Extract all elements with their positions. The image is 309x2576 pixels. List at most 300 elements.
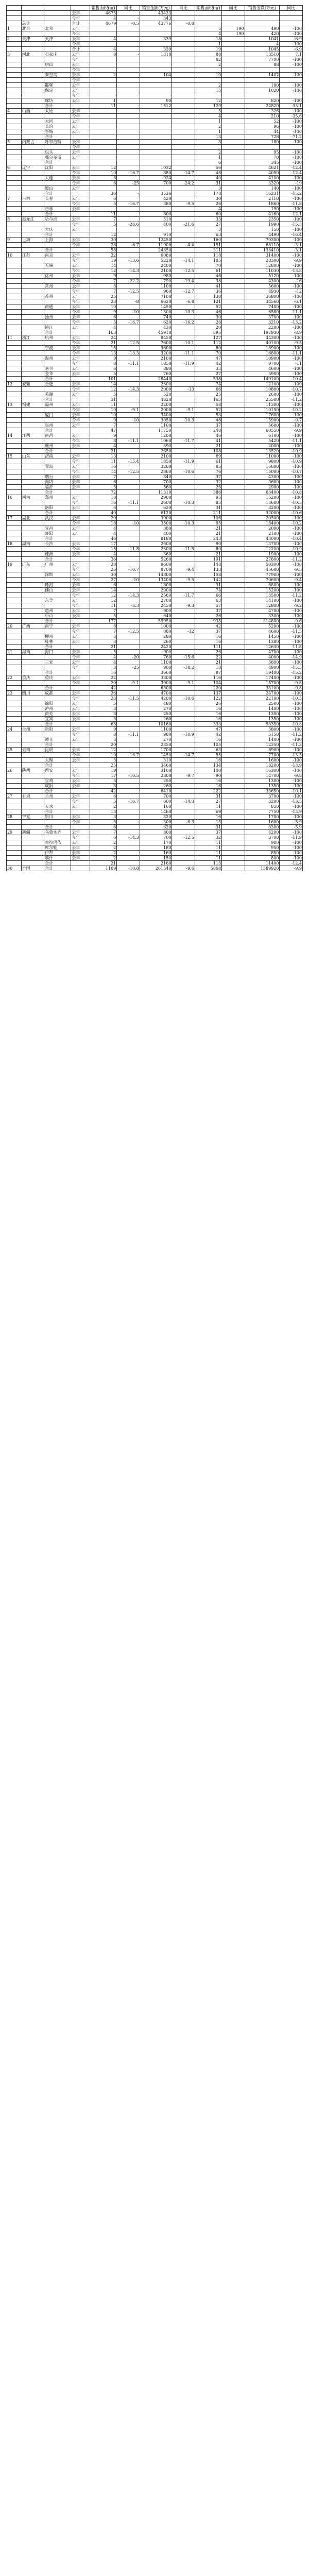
table-cell-3: 今年 <box>71 521 90 526</box>
table-cell-8: 134 <box>195 763 221 768</box>
table-cell-11: -100 <box>280 815 303 820</box>
table-cell-11: -100 <box>280 423 303 428</box>
table-cell-2: 廊坊 <box>44 98 71 104</box>
table-row <box>7 562 303 567</box>
table-cell-4: 6 <box>90 583 117 588</box>
table-cell-1 <box>21 408 44 413</box>
table-cell-9 <box>222 722 245 727</box>
table-cell-11: -10.4 <box>280 536 303 541</box>
table-cell-0: 22 <box>7 675 22 681</box>
table-cell-11: -100 <box>280 768 303 773</box>
table-cell-1: 黑龙江 <box>21 217 44 222</box>
table-cell-3: 今年 <box>71 696 90 701</box>
table-cell-1 <box>21 62 44 67</box>
table-cell-2: 北京 <box>44 26 71 31</box>
table-cell-2 <box>44 320 71 325</box>
table-cell-4: 20 <box>90 681 117 686</box>
table-cell-6 <box>140 67 172 73</box>
table-cell-11: -100 <box>280 335 303 341</box>
table-row <box>7 464 303 469</box>
table-cell-0 <box>7 809 22 815</box>
table-cell-10: 19400 <box>245 670 280 675</box>
table-cell-0 <box>7 171 22 176</box>
table-cell-10: 1990 <box>245 222 280 227</box>
table-cell-11: -11.5 <box>280 629 303 634</box>
table-cell-11: -100 <box>280 624 303 629</box>
table-cell-1: 天津 <box>21 37 44 42</box>
table-cell-5: -28.6 <box>117 222 140 227</box>
table-cell-7 <box>172 217 195 222</box>
table-cell-8: 4 <box>195 207 221 212</box>
table-cell-3: 去年 <box>71 382 90 387</box>
table-cell-8 <box>195 78 221 83</box>
table-cell-11: -35.6 <box>280 114 303 119</box>
table-row <box>7 155 303 160</box>
table-cell-9 <box>222 639 245 645</box>
table-cell-1 <box>21 145 44 150</box>
table-cell-2: 温州 <box>44 356 71 361</box>
table-cell-9 <box>222 62 245 67</box>
table-cell-9 <box>222 408 245 413</box>
table-row <box>7 634 303 639</box>
table-cell-8: 5868 <box>195 866 221 871</box>
table-cell-2 <box>44 145 71 150</box>
table-cell-2: 合计 <box>44 490 71 495</box>
table-cell-7 <box>172 98 195 104</box>
table-row <box>7 588 303 593</box>
table-cell-4: 22 <box>90 253 117 258</box>
table-cell-11: -100 <box>280 778 303 784</box>
table-cell-4 <box>90 119 117 124</box>
table-cell-5: -11.1 <box>117 361 140 366</box>
table-cell-1 <box>21 701 44 706</box>
table-cell-8: 222 <box>195 789 221 794</box>
table-cell-3: 去年 <box>71 253 90 258</box>
table-cell-11: -100 <box>280 433 303 438</box>
table-cell-6 <box>140 129 172 134</box>
table-cell-6: 1700 <box>140 748 172 753</box>
table-cell-8: 13 <box>195 134 221 140</box>
table-row <box>7 268 303 274</box>
table-cell-10: 7400 <box>245 304 280 310</box>
table-cell-4: 28 <box>90 243 117 248</box>
table-cell-3: 去年 <box>71 856 90 861</box>
table-cell-5 <box>117 845 140 851</box>
table-cell-0 <box>7 825 22 830</box>
table-cell-8: 32 <box>195 835 221 840</box>
table-cell-3: 去年 <box>71 37 90 42</box>
table-cell-3: 去年 <box>71 402 90 408</box>
table-cell-9 <box>222 572 245 578</box>
table-cell-9 <box>222 114 245 119</box>
table-cell-1 <box>21 572 44 578</box>
table-cell-1 <box>21 557 44 562</box>
table-cell-11: -16 <box>280 279 303 284</box>
table-cell-5: -13.3 <box>117 351 140 356</box>
table-cell-9 <box>222 52 245 57</box>
table-cell-3: 去年 <box>71 608 90 614</box>
table-cell-1 <box>21 346 44 351</box>
table-cell-11: -11.2 <box>280 397 303 402</box>
table-cell-1 <box>21 397 44 402</box>
table-cell-11: -100 <box>280 505 303 511</box>
table-cell-8: 100 <box>195 768 221 773</box>
table-cell-0 <box>7 78 22 83</box>
table-cell-10: 2500 <box>245 701 280 706</box>
table-cell-9 <box>222 562 245 567</box>
table-cell-6: 4820 <box>140 397 172 402</box>
table-cell-5 <box>117 464 140 469</box>
table-cell-0 <box>7 820 22 825</box>
table-cell-3: 今年 <box>71 258 90 263</box>
table-cell-8: 538 <box>195 377 221 382</box>
table-cell-4 <box>90 78 117 83</box>
table-cell-8: 69 <box>195 809 221 815</box>
table-cell-9 <box>222 150 245 155</box>
table-cell-8: 220 <box>195 686 221 691</box>
table-cell-6: 1850 <box>140 459 172 464</box>
table-cell-3: 去年 <box>71 274 90 279</box>
table-cell-6: 8180 <box>140 536 172 541</box>
table-cell-6: 1200 <box>140 433 172 438</box>
table-row <box>7 598 303 603</box>
table-cell-2 <box>44 279 71 284</box>
table-cell-0 <box>7 377 22 382</box>
table-cell-3 <box>71 645 90 650</box>
table-row <box>7 371 303 377</box>
table-cell-8: 211 <box>195 511 221 516</box>
table-cell-0 <box>7 722 22 727</box>
table-cell-6: 700 <box>140 794 172 799</box>
table-cell-9 <box>222 861 245 866</box>
table-cell-5: -10 <box>117 418 140 423</box>
table-cell-6: 400 <box>140 531 172 536</box>
table-cell-7: -11.9 <box>172 361 195 366</box>
table-cell-9 <box>222 593 245 598</box>
table-cell-7: -11.7 <box>172 438 195 444</box>
table-cell-7 <box>172 62 195 67</box>
table-cell-10: 1400 <box>245 706 280 711</box>
table-cell-11: -12 <box>280 289 303 294</box>
table-cell-2: 海口 <box>44 650 71 655</box>
table-cell-6: 3400 <box>140 413 172 418</box>
table-row <box>7 335 303 341</box>
table-row <box>7 140 303 145</box>
table-cell-5: -8 <box>117 299 140 304</box>
table-cell-8: 2 <box>195 150 221 155</box>
table-cell-4: 2 <box>90 804 117 809</box>
table-cell-3: 去年 <box>71 284 90 289</box>
table-cell-0 <box>7 474 22 480</box>
table-cell-3: 去年 <box>71 804 90 809</box>
table-cell-2 <box>44 114 71 119</box>
table-cell-6: 910 <box>140 232 172 238</box>
table-cell-3: 去年 <box>71 366 90 371</box>
table-cell-1 <box>21 232 44 238</box>
table-cell-3: 今年 <box>71 418 90 423</box>
table-cell-6: 700 <box>140 181 172 186</box>
table-cell-2: 合计 <box>44 809 71 815</box>
table-cell-1 <box>21 392 44 397</box>
table-cell-8: 48 <box>195 418 221 423</box>
table-cell-5 <box>117 840 140 845</box>
table-row <box>7 98 303 104</box>
table-row <box>7 109 303 114</box>
table-cell-3: 今年 <box>71 31 90 37</box>
table-cell-10: 28300 <box>245 258 280 263</box>
table-cell-9 <box>222 93 245 98</box>
table-cell-4: 4 <box>90 526 117 531</box>
table-row <box>7 711 303 717</box>
table-row <box>7 26 303 31</box>
table-cell-2 <box>44 418 71 423</box>
table-cell-6: 2160 <box>140 861 172 866</box>
summary-row <box>7 11 303 16</box>
table-cell-3: 去年 <box>71 624 90 629</box>
table-cell-6 <box>140 26 172 31</box>
table-cell-10: 4160 <box>245 212 280 217</box>
table-cell-4: 21 <box>90 861 117 866</box>
table-cell-5 <box>117 851 140 856</box>
table-cell-8: 3 <box>195 227 221 232</box>
table-cell-9 <box>222 392 245 397</box>
table-cell-10: 850 <box>245 851 280 856</box>
table-cell-9 <box>222 366 245 371</box>
table-cell-0 <box>7 665 22 670</box>
table-cell-2: 石家庄 <box>44 52 71 57</box>
table-cell-6: 380 <box>140 201 172 207</box>
table-cell-7 <box>172 778 195 784</box>
table-cell-0 <box>7 371 22 377</box>
table-cell-1 <box>21 742 44 748</box>
table-cell-9 <box>222 480 245 485</box>
table-cell-9 <box>222 650 245 655</box>
table-cell-8: 18 <box>195 665 221 670</box>
table-cell-1 <box>21 361 44 366</box>
table-cell-4: 3 <box>90 717 117 722</box>
table-row <box>7 784 303 789</box>
table-cell-6: 4200 <box>140 696 172 701</box>
table-cell-11: -100 <box>280 119 303 124</box>
table-cell-7: -10.9 <box>172 732 195 737</box>
table-cell-4: 47 <box>90 428 117 433</box>
table-cell-5 <box>117 794 140 799</box>
table-cell-0 <box>7 248 22 253</box>
table-cell-0 <box>7 449 22 454</box>
table-cell-9 <box>222 624 245 629</box>
table-cell-10: 1860 <box>245 201 280 207</box>
table-cell-0 <box>7 603 22 608</box>
table-cell-11: -71.2 <box>280 134 303 140</box>
table-cell-1 <box>21 505 44 511</box>
table-cell-7 <box>172 232 195 238</box>
table-cell-5 <box>117 624 140 629</box>
table-cell-3: 去年 <box>71 639 90 645</box>
table-cell-9 <box>222 711 245 717</box>
table-cell-11: -100 <box>280 294 303 299</box>
table-cell-11: -15.2 <box>280 670 303 675</box>
table-cell-9 <box>222 588 245 593</box>
table-cell-0 <box>7 62 22 67</box>
table-cell-6 <box>140 160 172 165</box>
table-cell-10: 17600 <box>245 413 280 418</box>
table-cell-10: 5120 <box>245 274 280 279</box>
table-cell-7: -12.5 <box>172 835 195 840</box>
table-cell-3: 去年 <box>71 526 90 531</box>
table-cell-10 <box>245 93 280 98</box>
table-cell-11: -100 <box>280 495 303 500</box>
table-cell-7 <box>172 516 195 521</box>
table-cell-9 <box>222 552 245 557</box>
table-cell-8: 42 <box>195 732 221 737</box>
table-cell-8: 60 <box>195 212 221 217</box>
table-cell-6: 1300 <box>140 583 172 588</box>
table-cell-11: -8.9 <box>280 330 303 335</box>
table-cell-4: 17 <box>90 773 117 778</box>
table-cell-0 <box>7 851 22 856</box>
table-cell-3: 今年 <box>71 835 90 840</box>
table-cell-3: 今年 <box>71 114 90 119</box>
table-cell-9 <box>222 490 245 495</box>
table-cell-3: 去年 <box>71 794 90 799</box>
table-cell-0 <box>7 485 22 490</box>
table-cell-8: 1 <box>195 155 221 160</box>
table-cell-9 <box>222 784 245 789</box>
table-cell-11: -100 <box>280 784 303 789</box>
table-cell-9 <box>222 675 245 681</box>
table-cell-3: 去年 <box>71 552 90 557</box>
table-cell-5 <box>117 124 140 129</box>
table-cell-10: 16800 <box>245 351 280 356</box>
table-cell-6: 700 <box>140 480 172 485</box>
table-cell-10: 18900 <box>245 346 280 351</box>
table-cell-0: 17 <box>7 516 22 521</box>
table-cell-1 <box>21 593 44 598</box>
table-row <box>7 42 303 47</box>
table-cell-9 <box>222 830 245 835</box>
table-cell-0 <box>7 284 22 289</box>
table-cell-10: 3700 <box>245 835 280 840</box>
table-cell-10: 9700 <box>245 361 280 366</box>
table-cell-5 <box>117 155 140 160</box>
table-cell-4: 4 <box>90 552 117 557</box>
table-row <box>7 552 303 557</box>
table-row <box>7 614 303 619</box>
table-row <box>7 861 303 866</box>
table-cell-1: 贵州 <box>21 727 44 732</box>
header-cell-5: 同比 <box>117 6 140 11</box>
table-cell-5 <box>117 650 140 655</box>
table-cell-4: 3 <box>90 639 117 645</box>
table-cell-10: 1700 <box>245 815 280 820</box>
table-cell-3: 去年 <box>71 155 90 160</box>
table-cell-9 <box>222 42 245 47</box>
table-cell-10: 13520 <box>245 449 280 454</box>
table-row <box>7 851 303 856</box>
table-cell-4: 11 <box>90 459 117 464</box>
table-cell-5: -25 <box>117 181 140 186</box>
table-row <box>7 150 303 155</box>
table-cell-11: -100 <box>280 804 303 809</box>
table-cell-3: 去年 <box>71 784 90 789</box>
table-cell-0 <box>7 763 22 768</box>
table-cell-10: 1389920 <box>245 866 280 871</box>
table-cell-0 <box>7 552 22 557</box>
table-cell-1 <box>21 711 44 717</box>
table-cell-6: 280 <box>140 634 172 639</box>
table-cell-10: 15200 <box>245 588 280 593</box>
table-cell-7 <box>172 129 195 134</box>
table-cell-9 <box>222 474 245 480</box>
table-cell-7 <box>172 809 195 815</box>
table-cell-1 <box>21 134 44 140</box>
table-cell-8: 21 <box>195 552 221 557</box>
table-cell-3: 去年 <box>71 660 90 665</box>
table-cell-8: 935 <box>195 619 221 624</box>
table-cell-1: 海南 <box>21 650 44 655</box>
table-cell-2: 洛阳 <box>44 505 71 511</box>
table-cell-2: 三亚 <box>44 660 71 665</box>
table-cell-1: 山西 <box>21 109 44 114</box>
table-cell-8: 112 <box>195 341 221 346</box>
table-cell-9 <box>222 737 245 742</box>
table-cell-11: -12.4 <box>280 165 303 171</box>
table-cell-9 <box>222 459 245 464</box>
table-row <box>7 557 303 562</box>
table-cell-7: -10.1 <box>172 341 195 346</box>
table-cell-4: 6 <box>90 794 117 799</box>
table-cell-5 <box>117 778 140 784</box>
table-cell-8: 66 <box>195 593 221 598</box>
table-cell-0 <box>7 31 22 37</box>
table-row <box>7 753 303 758</box>
table-row <box>7 825 303 830</box>
table-cell-7 <box>172 253 195 258</box>
table-cell-11: -100 <box>280 830 303 835</box>
table-cell-8: 2 <box>195 124 221 129</box>
table-cell-5 <box>117 423 140 428</box>
table-cell-0 <box>7 799 22 804</box>
table-cell-11: -11.1 <box>280 438 303 444</box>
table-cell-2: 呼和浩特 <box>44 140 71 145</box>
table-cell-9 <box>222 284 245 289</box>
table-cell-10: 2900 <box>245 485 280 490</box>
table-cell-4: 3 <box>90 706 117 711</box>
table-cell-7 <box>172 691 195 696</box>
table-cell-3: 去年 <box>71 675 90 681</box>
table-cell-9 <box>222 238 245 243</box>
table-cell-6: 1100 <box>140 727 172 732</box>
table-cell-2 <box>44 361 71 366</box>
table-row <box>7 567 303 572</box>
table-cell-0 <box>7 88 22 93</box>
table-cell-10: 1400 <box>245 737 280 742</box>
table-cell-5 <box>117 150 140 155</box>
table-cell-0 <box>7 840 22 845</box>
table-cell-10: 45600 <box>245 567 280 572</box>
table-cell-1 <box>21 536 44 541</box>
table-cell-3: 去年 <box>71 737 90 742</box>
table-cell-0: 8 <box>7 217 22 222</box>
table-cell-9 <box>222 701 245 706</box>
table-cell-0 <box>7 536 22 541</box>
table-cell-2: 南昌 <box>44 433 71 438</box>
table-cell-10: 1402 <box>245 73 280 78</box>
table-cell-4: 4 <box>90 531 117 536</box>
table-cell-7 <box>172 742 195 748</box>
table-cell-7 <box>172 675 195 681</box>
table-row <box>7 536 303 541</box>
